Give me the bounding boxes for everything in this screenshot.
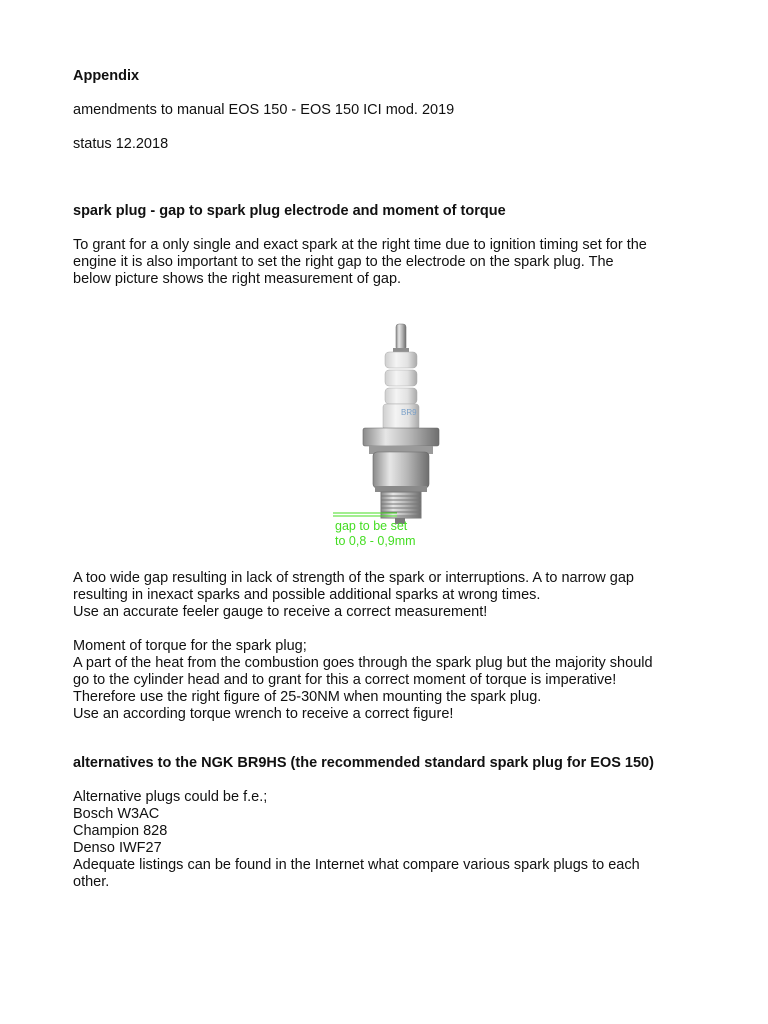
gap-caption-line-1: gap to be set bbox=[335, 519, 408, 533]
spark-plug-icon bbox=[325, 322, 455, 552]
torque-paragraph-line-5: Use an according torque wrench to receive a correct figure! bbox=[73, 706, 454, 722]
intro-paragraph-line-2: engine it is also important to set the right gap to the electrode on the spark plug. The bbox=[73, 254, 614, 270]
alternatives-line-denso: Denso IWF27 bbox=[73, 840, 162, 856]
appendix-heading: Appendix bbox=[73, 68, 140, 84]
alternatives-line-champion: Champion 828 bbox=[73, 823, 168, 839]
alternatives-line-6: other. bbox=[73, 874, 110, 890]
alternatives-line-1: Alternative plugs could be f.e.; bbox=[73, 789, 268, 805]
gap-paragraph-line-3: Use an accurate feeler gauge to receive a correct measurement! bbox=[73, 604, 488, 620]
status-line: status 12.2018 bbox=[73, 136, 169, 152]
intro-paragraph-line-1: To grant for a only single and exact spark at the right time due to ignition timing set for the bbox=[73, 237, 647, 253]
plug-marking: BR9 bbox=[401, 408, 417, 417]
gap-caption-line-2: to 0,8 - 0,9mm bbox=[335, 534, 416, 548]
intro-paragraph-line-3: below picture shows the right measurement of gap. bbox=[73, 271, 402, 287]
gap-paragraph-line-1: A too wide gap resulting in lack of strength of the spark or interruptions. A to narrow gap bbox=[73, 570, 634, 586]
section-heading-alternatives: alternatives to the NGK BR9HS (the recommended standard spark plug for EOS 150) bbox=[73, 755, 654, 771]
torque-paragraph-line-2: A part of the heat from the combustion goes through the spark plug but the majority should bbox=[73, 655, 653, 671]
torque-paragraph-line-1: Moment of torque for the spark plug; bbox=[73, 638, 307, 654]
alternatives-line-5: Adequate listings can be found in the Internet what compare various spark plugs to each bbox=[73, 857, 640, 873]
amendments-line: amendments to manual EOS 150 - EOS 150 ICI mod. 2019 bbox=[73, 102, 455, 118]
gap-paragraph-line-2: resulting in inexact sparks and possible additional sparks at wrong times. bbox=[73, 587, 541, 603]
torque-paragraph-line-4: Therefore use the right figure of 25-30NM when mounting the spark plug. bbox=[73, 689, 542, 705]
alternatives-line-bosch: Bosch W3AC bbox=[73, 806, 160, 822]
torque-paragraph-line-3: go to the cylinder head and to grant for this a correct moment of torque is imperative! bbox=[73, 672, 617, 688]
spark-plug-figure bbox=[325, 322, 455, 552]
section-heading-spark-plug-gap: spark plug - gap to spark plug electrode and moment of torque bbox=[73, 203, 506, 219]
